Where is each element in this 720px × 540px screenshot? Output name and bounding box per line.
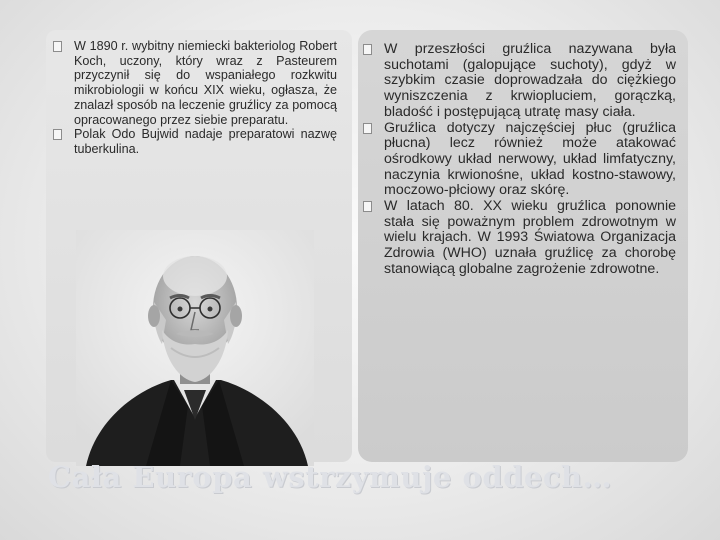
bullet-square-icon (53, 129, 62, 140)
bullet-text: W 1890 r. wybitny niemiecki bakteriolog Robert Koch, uczony, który wraz z Pasteurem przyczynił się do wspaniałego rozkwitu mikrobiologii w końcu XIX wieku, ogłasza, że znalazł sposób na leczenie gruźlicy za pomocą opracowanego przez siebie preparatu. (74, 39, 337, 127)
bullet-text: W latach 80. XX wieku gruźlica ponownie stała się poważnym problem zdrowotnym w wielu krajach. W 1993 Światowa Organizacja Zdrowia (WHO) uznała gruźlicę za chorobę stanowiącą globalne zagrożenie zdrowotne. (384, 198, 676, 277)
portrait-photo (76, 230, 314, 466)
bullet-item (384, 199, 676, 278)
slide-title: Cała Europa wstrzymuje oddech… (48, 460, 613, 494)
bullet-item (74, 39, 337, 127)
portrait-illustration (76, 230, 314, 466)
right-bullet-list (384, 42, 676, 278)
bullet-square-icon (363, 44, 372, 55)
bullet-square-icon (363, 123, 372, 134)
bullet-square-icon (363, 201, 372, 212)
bullet-item (384, 121, 676, 200)
bullet-square-icon (53, 41, 62, 52)
bullet-text: W przeszłości gruźlica nazywana była suchotami (galopujące suchoty), gdyż w szybkim czasie doprowadzała do ciężkiego wyniszczenia z krwiopluciem, gorączką, bladość i postępującą utratę masy ciała. (384, 41, 676, 120)
bullet-text: Polak Odo Bujwid nadaje preparatowi nazwę tuberkulina. (74, 127, 337, 156)
bullet-text: Gruźlica dotyczy najczęściej płuc (gruźlica płucna) lecz również może atakować ośrodkowy układ nerwowy, układ limfatyczny, naczynia krwionośne, układ kostno-stawowy, moczowo-płciowy oraz skórę. (384, 119, 676, 199)
left-bullet-list (74, 39, 337, 157)
bullet-item (74, 127, 337, 156)
bullet-item (384, 42, 676, 121)
